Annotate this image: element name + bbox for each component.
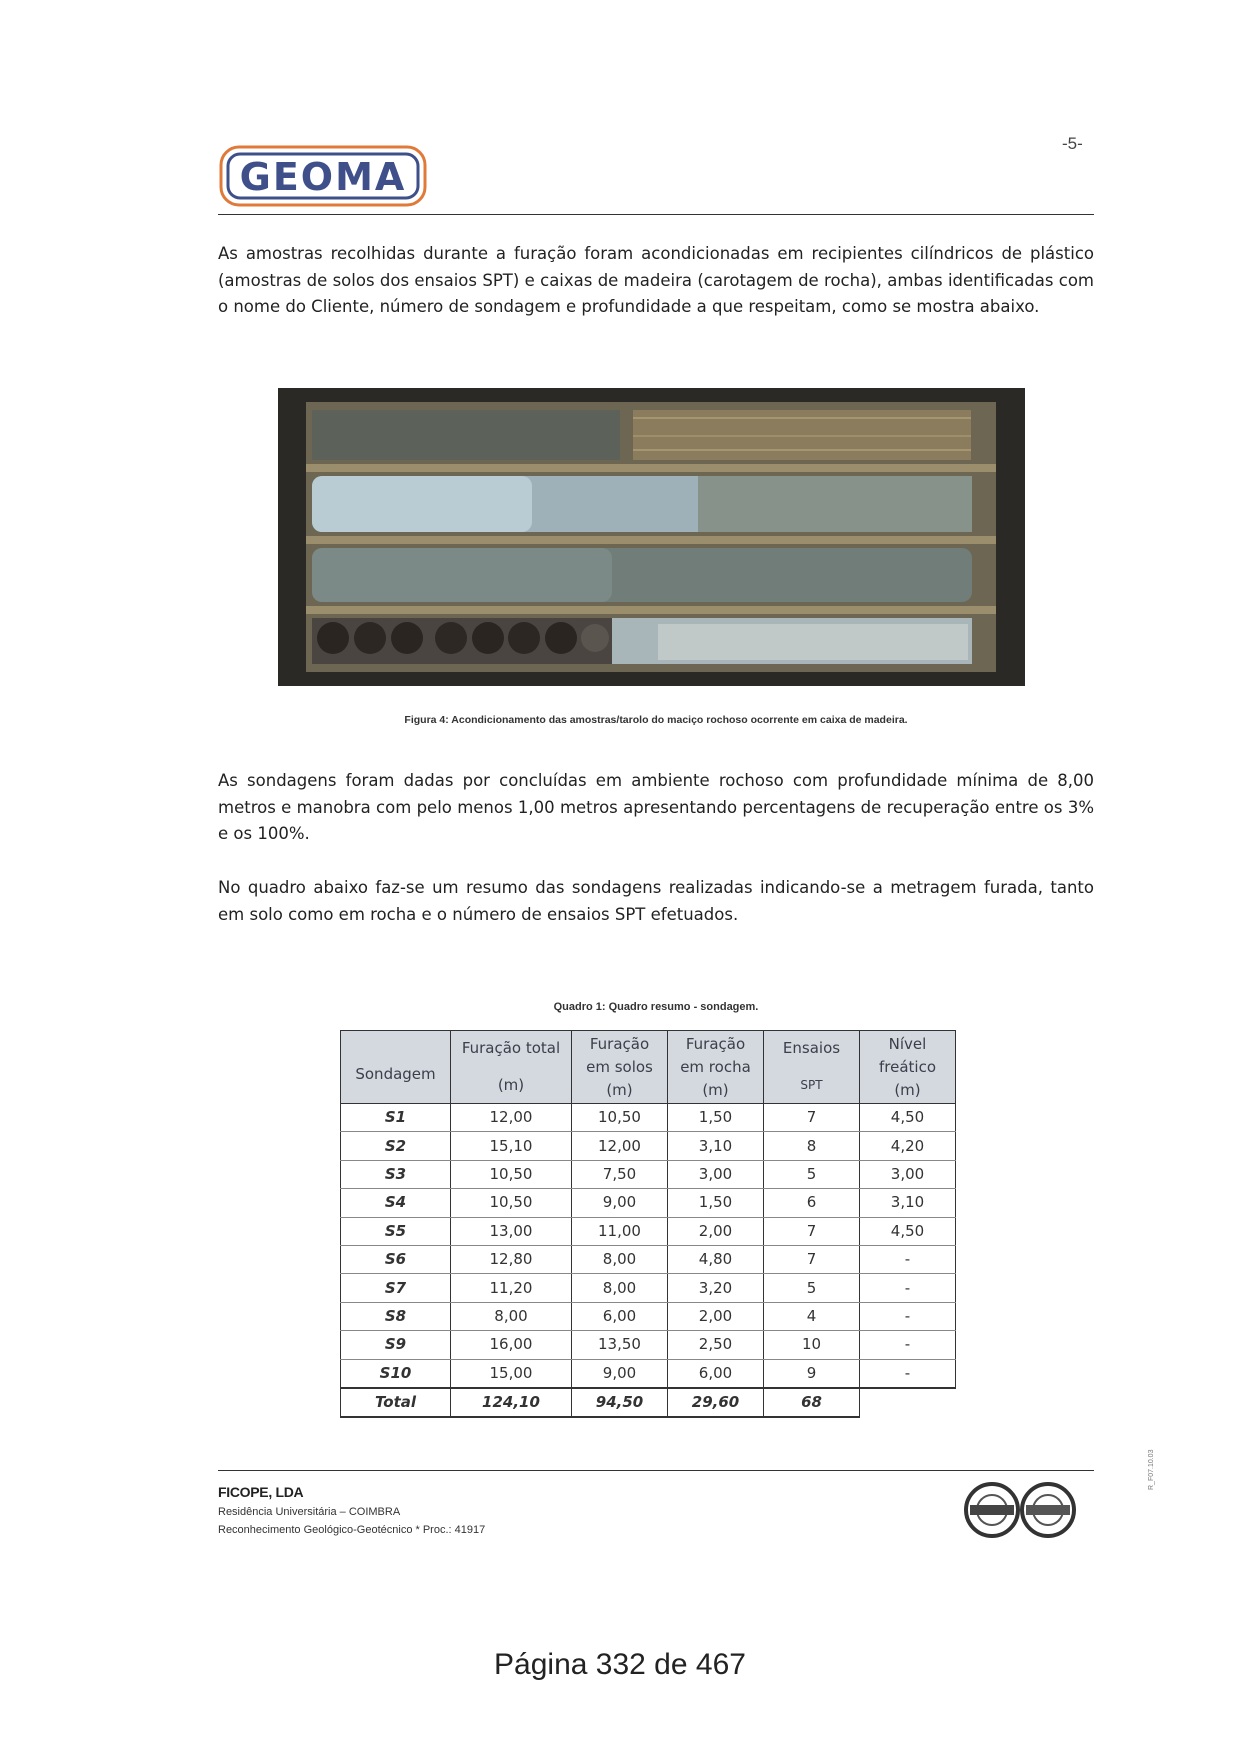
cell-furacao-total: 12,80 [451, 1245, 572, 1273]
cell-sondagem: S4 [341, 1189, 451, 1217]
cell-nivel-freatico: - [860, 1245, 956, 1273]
page-counter: Página 332 de 467 [494, 1648, 746, 1681]
footer-address: Residência Universitária – COIMBRA [218, 1506, 401, 1518]
cell-nivel-freatico: 4,50 [860, 1217, 956, 1245]
cell-sondagem: S2 [341, 1132, 451, 1160]
cell-furacao-total: 8,00 [451, 1302, 572, 1330]
header-divider [218, 214, 1094, 215]
cell-ensaios-spt: 7 [764, 1245, 860, 1273]
table-row [341, 1189, 956, 1217]
conclusion-paragraph: As sondagens foram dadas por concluídas em ambiente rochoso com profundidade mínima de 8,00 metros e manobra com pelo menos 1,00 metros apresentando percentagens de recuperação entre os 3% e os 100%. [218, 771, 1094, 843]
page-number: -5- [1062, 134, 1083, 153]
cell-furacao-rocha: 6,00 [668, 1359, 764, 1388]
cell-furacao-total: 11,20 [451, 1274, 572, 1302]
cell-nivel-freatico: - [860, 1331, 956, 1359]
cell-ensaios-spt: 7 [764, 1104, 860, 1132]
cell-nivel-freatico: 3,10 [860, 1189, 956, 1217]
footer-divider [218, 1470, 1094, 1471]
cell-nivel-freatico: 3,00 [860, 1160, 956, 1188]
cell-ensaios-spt: 8 [764, 1132, 860, 1160]
total-furacao-total: 124,10 [451, 1388, 572, 1417]
cell-ensaios-spt: 4 [764, 1302, 860, 1330]
cell-ensaios-spt: 10 [764, 1331, 860, 1359]
table-row [341, 1331, 956, 1359]
total-ensaios-spt: 68 [764, 1388, 860, 1417]
footer-company: FICOPE, LDA [218, 1484, 304, 1500]
cell-sondagem: S5 [341, 1217, 451, 1245]
cell-furacao-rocha: 1,50 [668, 1189, 764, 1217]
header-sondagem: Sondagem [341, 1031, 451, 1104]
cell-sondagem: S3 [341, 1160, 451, 1188]
cell-furacao-solos: 8,00 [572, 1274, 668, 1302]
cell-furacao-total: 15,10 [451, 1132, 572, 1160]
cell-furacao-rocha: 2,00 [668, 1217, 764, 1245]
total-furacao-rocha: 29,60 [668, 1388, 764, 1417]
core-box-photo [278, 388, 1025, 686]
table-row [341, 1245, 956, 1273]
company-logo [218, 142, 428, 212]
cell-furacao-solos: 9,00 [572, 1189, 668, 1217]
cell-furacao-total: 12,00 [451, 1104, 572, 1132]
cell-furacao-total: 10,50 [451, 1189, 572, 1217]
cell-nivel-freatico: - [860, 1274, 956, 1302]
cell-furacao-solos: 9,00 [572, 1359, 668, 1388]
cell-furacao-rocha: 4,80 [668, 1245, 764, 1273]
cell-furacao-rocha: 3,10 [668, 1132, 764, 1160]
cell-furacao-solos: 7,50 [572, 1160, 668, 1188]
cell-nivel-freatico: - [860, 1302, 956, 1330]
cell-ensaios-spt: 5 [764, 1160, 860, 1188]
cell-furacao-total: 13,00 [451, 1217, 572, 1245]
footer-project: Reconhecimento Geológico-Geotécnico * Proc.: 41917 [218, 1524, 486, 1536]
table-caption: Quadro 1: Quadro resumo - sondagem. [553, 1001, 759, 1013]
cell-nivel-freatico: 4,50 [860, 1104, 956, 1132]
certification-seals [960, 1478, 1080, 1542]
cell-ensaios-spt: 6 [764, 1189, 860, 1217]
cell-sondagem: S7 [341, 1274, 451, 1302]
table-header-row [341, 1031, 956, 1104]
cell-furacao-solos: 13,50 [572, 1331, 668, 1359]
cell-nivel-freatico: - [860, 1359, 956, 1388]
form-code: R_F07.10.03 [1148, 1449, 1155, 1490]
cell-furacao-rocha: 2,00 [668, 1302, 764, 1330]
cell-furacao-rocha: 1,50 [668, 1104, 764, 1132]
cell-furacao-solos: 12,00 [572, 1132, 668, 1160]
table-row [341, 1217, 956, 1245]
table-row [341, 1104, 956, 1132]
cell-furacao-solos: 8,00 [572, 1245, 668, 1273]
cell-furacao-rocha: 3,00 [668, 1160, 764, 1188]
cell-furacao-solos: 6,00 [572, 1302, 668, 1330]
header-furacao-rocha: Furação em rocha (m) [668, 1031, 764, 1104]
total-empty-cell [860, 1388, 956, 1417]
intro-paragraph: As amostras recolhidas durante a furação foram acondicionadas em recipientes cilíndricos de plástico (amostras de solos dos ensaios SPT) e caixas de madeira (carotagem de rocha), ambas identificadas com o nome do Cliente, número de sondagem e profundidade a que respeitam, como se mostra abaixo. [218, 244, 1094, 316]
table-total-row [341, 1388, 956, 1417]
cell-sondagem: S6 [341, 1245, 451, 1273]
summary-table [340, 1030, 956, 1418]
total-label: Total [341, 1388, 451, 1417]
table-row [341, 1302, 956, 1330]
cell-furacao-rocha: 2,50 [668, 1331, 764, 1359]
cell-sondagem: S1 [341, 1104, 451, 1132]
svg-text:GEOMA: GEOMA [239, 155, 407, 199]
cell-sondagem: S10 [341, 1359, 451, 1388]
figure-caption: Figura 4: Acondicionamento das amostras/tarolo do maciço rochoso ocorrente em caixa de madeira. [404, 714, 908, 726]
cell-ensaios-spt: 5 [764, 1274, 860, 1302]
summary-paragraph: No quadro abaixo faz-se um resumo das sondagens realizadas indicando-se a metragem furada, tanto em solo como em rocha e o número de ensaios SPT efetuados. [218, 878, 1094, 924]
total-furacao-solos: 94,50 [572, 1388, 668, 1417]
table-row [341, 1160, 956, 1188]
cell-sondagem: S9 [341, 1331, 451, 1359]
cell-furacao-solos: 11,00 [572, 1217, 668, 1245]
cell-ensaios-spt: 9 [764, 1359, 860, 1388]
header-ensaios-spt: Ensaios SPT [764, 1031, 860, 1104]
cell-furacao-total: 10,50 [451, 1160, 572, 1188]
cell-nivel-freatico: 4,20 [860, 1132, 956, 1160]
cell-ensaios-spt: 7 [764, 1217, 860, 1245]
table-row [341, 1359, 956, 1388]
cell-furacao-solos: 10,50 [572, 1104, 668, 1132]
cell-furacao-total: 15,00 [451, 1359, 572, 1388]
table-row [341, 1132, 956, 1160]
table-row [341, 1274, 956, 1302]
cell-furacao-rocha: 3,20 [668, 1274, 764, 1302]
header-nivel-freatico: Nível freático (m) [860, 1031, 956, 1104]
header-furacao-solos: Furação em solos (m) [572, 1031, 668, 1104]
cell-furacao-total: 16,00 [451, 1331, 572, 1359]
header-furacao-total: Furação total (m) [451, 1031, 572, 1104]
cell-sondagem: S8 [341, 1302, 451, 1330]
